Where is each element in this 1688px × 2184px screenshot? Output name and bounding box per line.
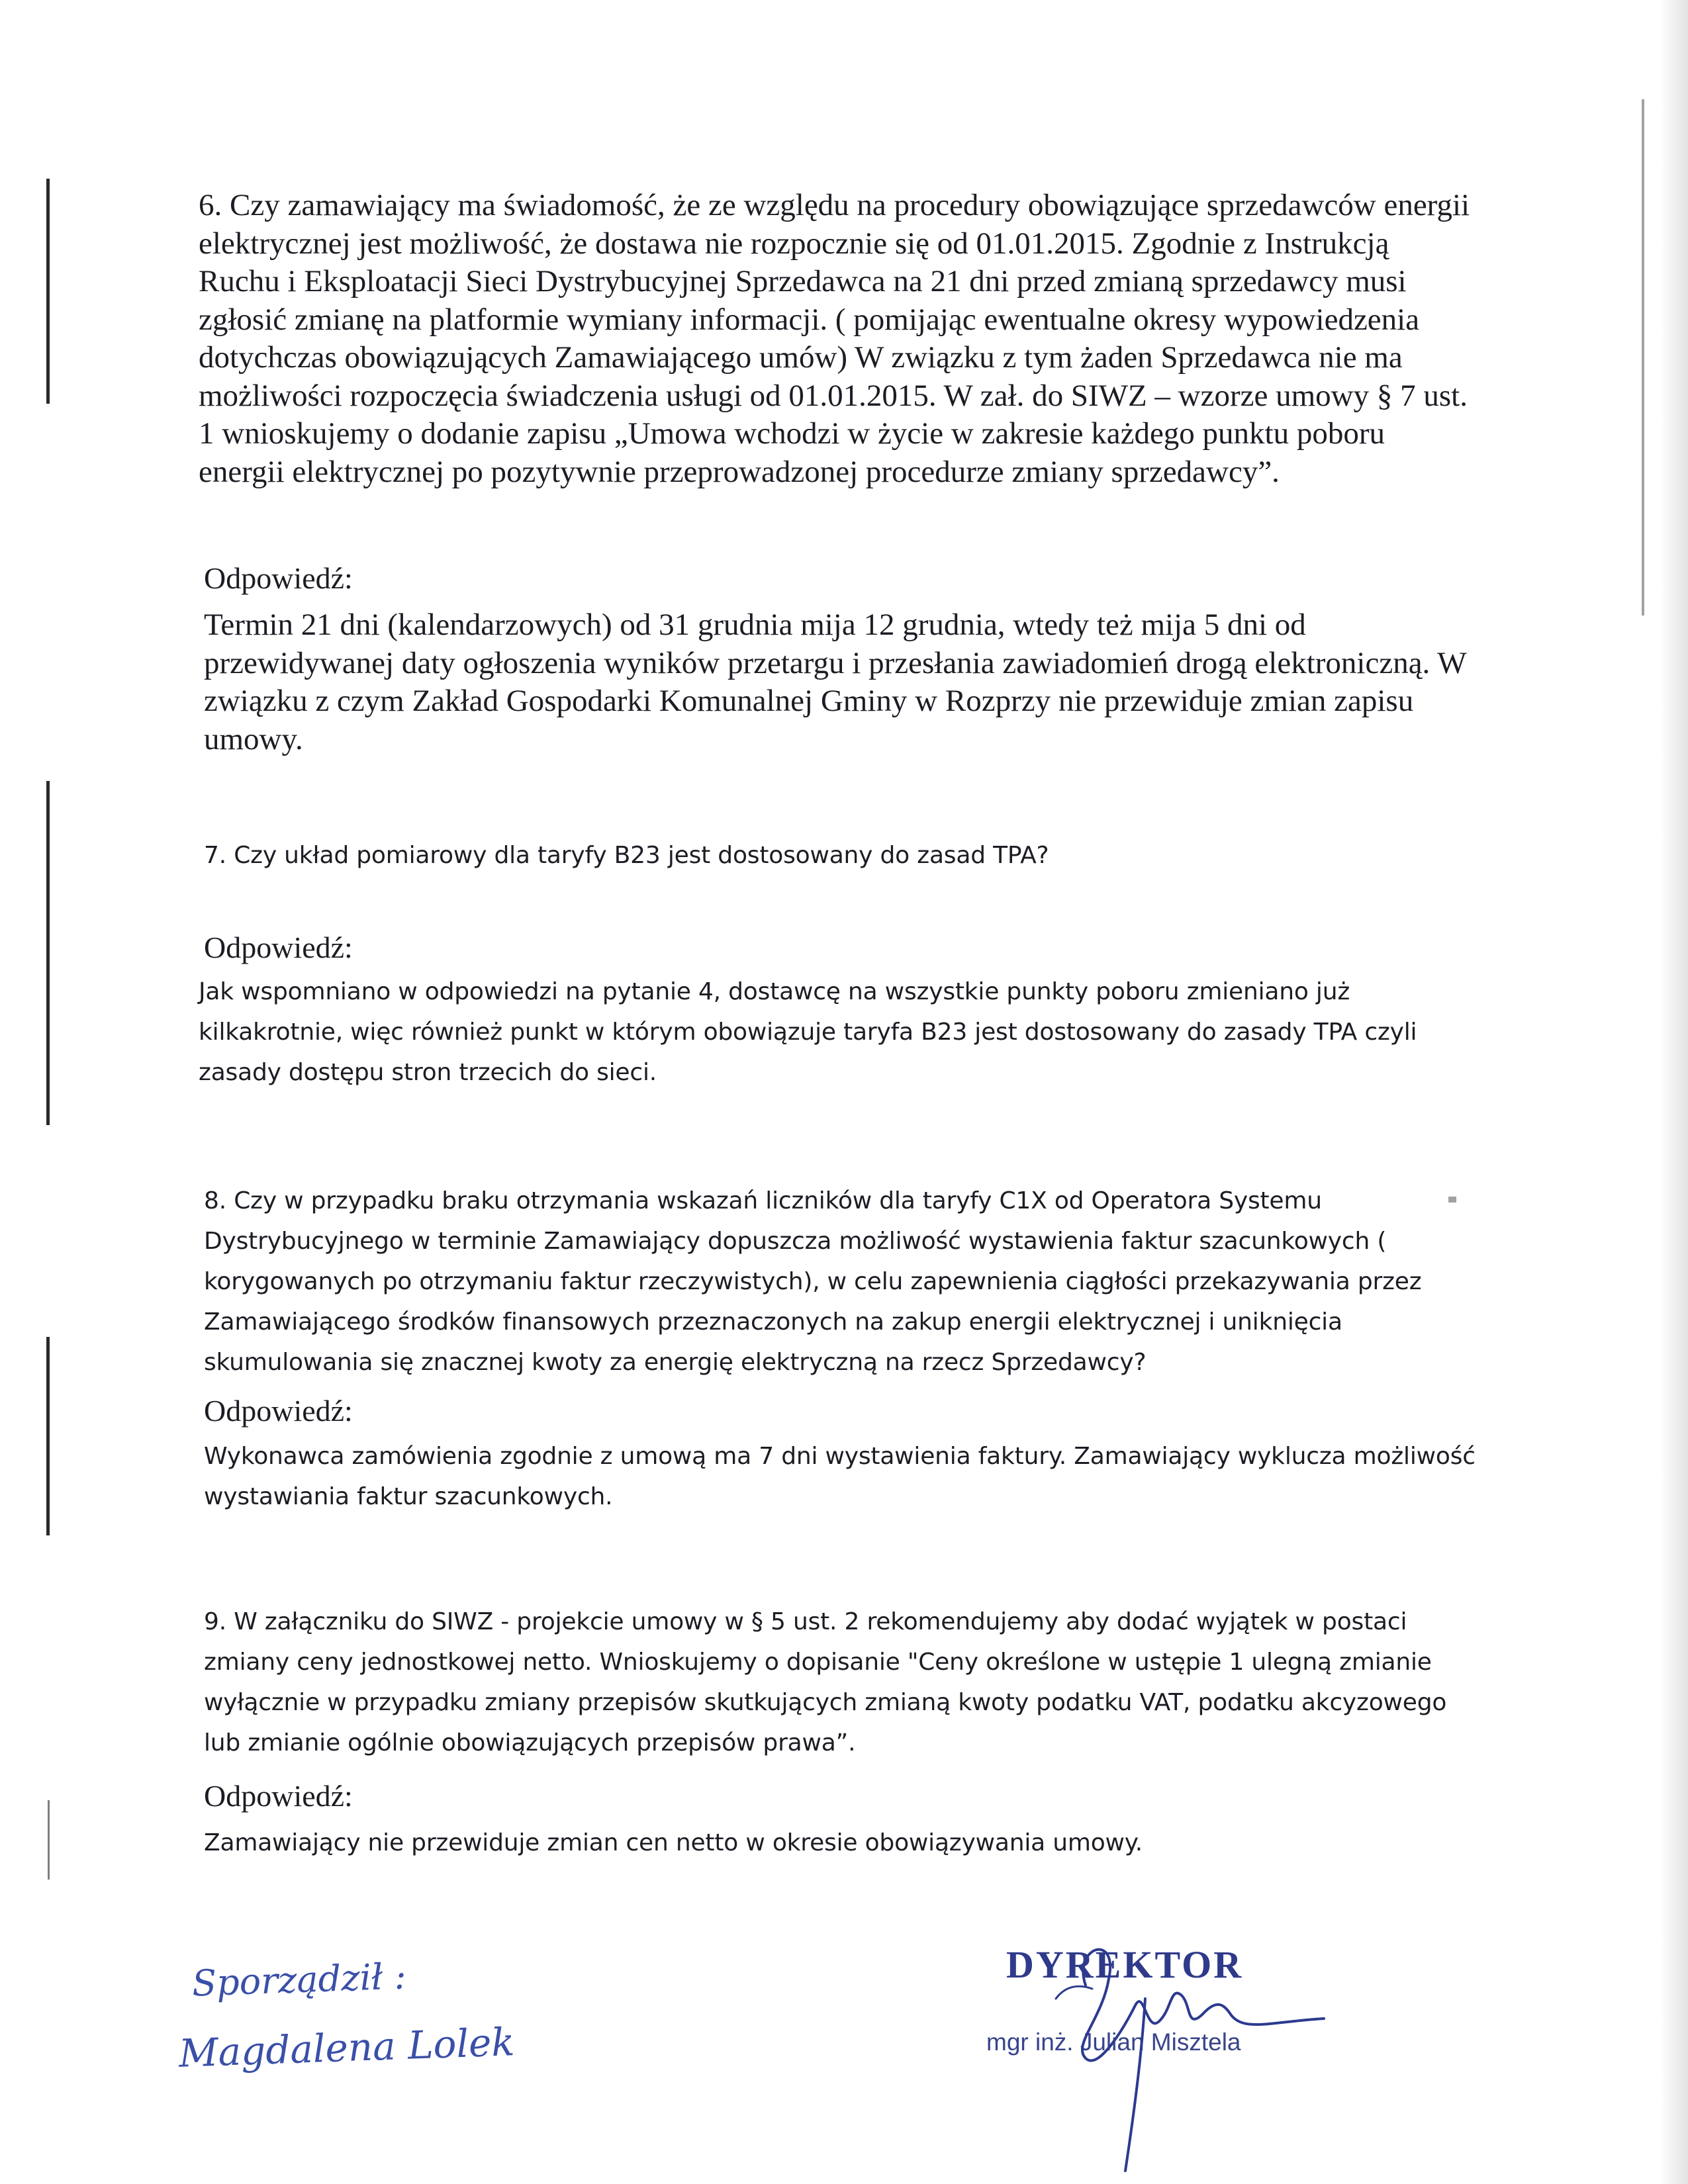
answer-label: Odpowiedź: [204, 1394, 353, 1428]
answer-8 [204, 1436, 1481, 1517]
answer-text: Wykonawca zamówienia zgodnie z umową ma 7 dni wystawienia faktury. Zamawiający wyklucza możliwość wystawiania faktur szacunkowych. [204, 1443, 1476, 1510]
scan-right-shadow [1642, 99, 1644, 615]
signature-image [993, 1906, 1337, 2184]
answer-6 [204, 606, 1481, 758]
handwritten-author-name: Magdalena Lolek [177, 2019, 516, 2076]
question-text: 8. Czy w przypadku braku otrzymania wskazań liczników dla taryfy C1X od Operatora Systemu Dystrybucyjnego w terminie Zamawiający dopuszcza możliwość wystawienia faktur szacunkowych ( korygowanych po otrzymaniu faktur rzeczywistych), w celu zapewnienia ciągłości przekazywania przez Zamawiającego środków finansowych przeznaczonych na zakup energii elektrycznej i uniknięcia skumulowania się znacznej kwoty za energię elektryczną na rzecz Sprzedawcy? [204, 1187, 1422, 1376]
scan-margin-line [46, 179, 50, 404]
scan-margin-line [46, 1337, 50, 1535]
question-9 [204, 1602, 1481, 1763]
stamp-title: DYREKTOR [1006, 1943, 1244, 1986]
answer-9 [204, 1823, 1481, 1863]
answer-7 [199, 972, 1476, 1093]
scan-right-edge [1660, 0, 1688, 2184]
question-text: 9. W załączniku do SIWZ - projekcie umowy w § 5 ust. 2 rekomendujemy aby dodać wyjątek w postaci zmiany ceny jednostkowej netto. Wnioskujemy o dopisanie "Ceny określone w ustępie 1 ulegną zmianie wyłącznie w przypadku zmiany przepisów skutkujących zmianą kwoty podatku VAT, podatku akcyzowego lub zmianie ogólnie obowiązujących przepisów prawa”. [204, 1608, 1447, 1756]
question-text: 6. Czy zamawiający ma świadomość, że ze względu na procedury obowiązujące sprzedawców energii elektrycznej jest możliwość, że dostawa nie rozpocznie się od 01.01.2015. Zgodnie z Instrukcją Ruchu i Eksploatacji Sieci Dystrybucyjnej Sprzedawca na 21 dni przed zmianą sprzedawcy musi zgłosić zmianę na platformie wymiany informacji. ( pomijając ewentualne okresy wypowiedzenia dotychczas obowiązujących Zamawiającego umów) W związku z tym żaden Sprzedawca nie ma możliwości rozpoczęcia świadczenia usługi od 01.01.2015. W zał. do SIWZ – wzorze umowy § 7 ust. 1 wnioskujemy o dodanie zapisu „Umowa wchodzi w życie w zakresie każdego punktu poboru energii elektrycznej po pozytywnie przeprowadzonej procedurze zmiany sprzedawcy”. [199, 188, 1470, 489]
answer-text: Termin 21 dni (kalendarzowych) od 31 grudnia mija 12 grudnia, wtedy też mija 5 dni od przewidywanej daty ogłoszenia wyników przetargu i przesłania zawiadomień drogą elektroniczną. W związku z czym Zakład Gospodarki Komunalnej Gminy w Rozprzy nie przewiduje zmian zapisu umowy. [204, 608, 1466, 756]
scan-margin-line [46, 781, 50, 1125]
stamp-name: mgr inż. Julian Misztela [986, 2028, 1241, 2056]
answer-label: Odpowiedź: [204, 931, 353, 964]
handwritten-prepared-by: Sporządził : [191, 1955, 407, 2005]
question-text: 7. Czy układ pomiarowy dla taryfy B23 jest dostosowany do zasad TPA? [204, 842, 1049, 869]
answer-text: Jak wspomniano w odpowiedzi na pytanie 4, dostawcę na wszystkie punkty poboru zmieniano już kilkakrotnie, więc również punkt w którym obowiązuje taryfa B23 jest dostosowany do zasady TPA czyli zasady dostępu stron trzecich do sieci. [199, 978, 1417, 1086]
question-8 [204, 1181, 1481, 1383]
answer-text: Zamawiający nie przewiduje zmian cen netto w okresie obowiązywania umowy. [204, 1829, 1143, 1856]
question-6 [199, 187, 1476, 491]
answer-label: Odpowiedź: [204, 1779, 353, 1813]
scan-margin-line [48, 1800, 50, 1880]
answer-label: Odpowiedź: [204, 561, 353, 595]
question-7 [204, 835, 1481, 876]
